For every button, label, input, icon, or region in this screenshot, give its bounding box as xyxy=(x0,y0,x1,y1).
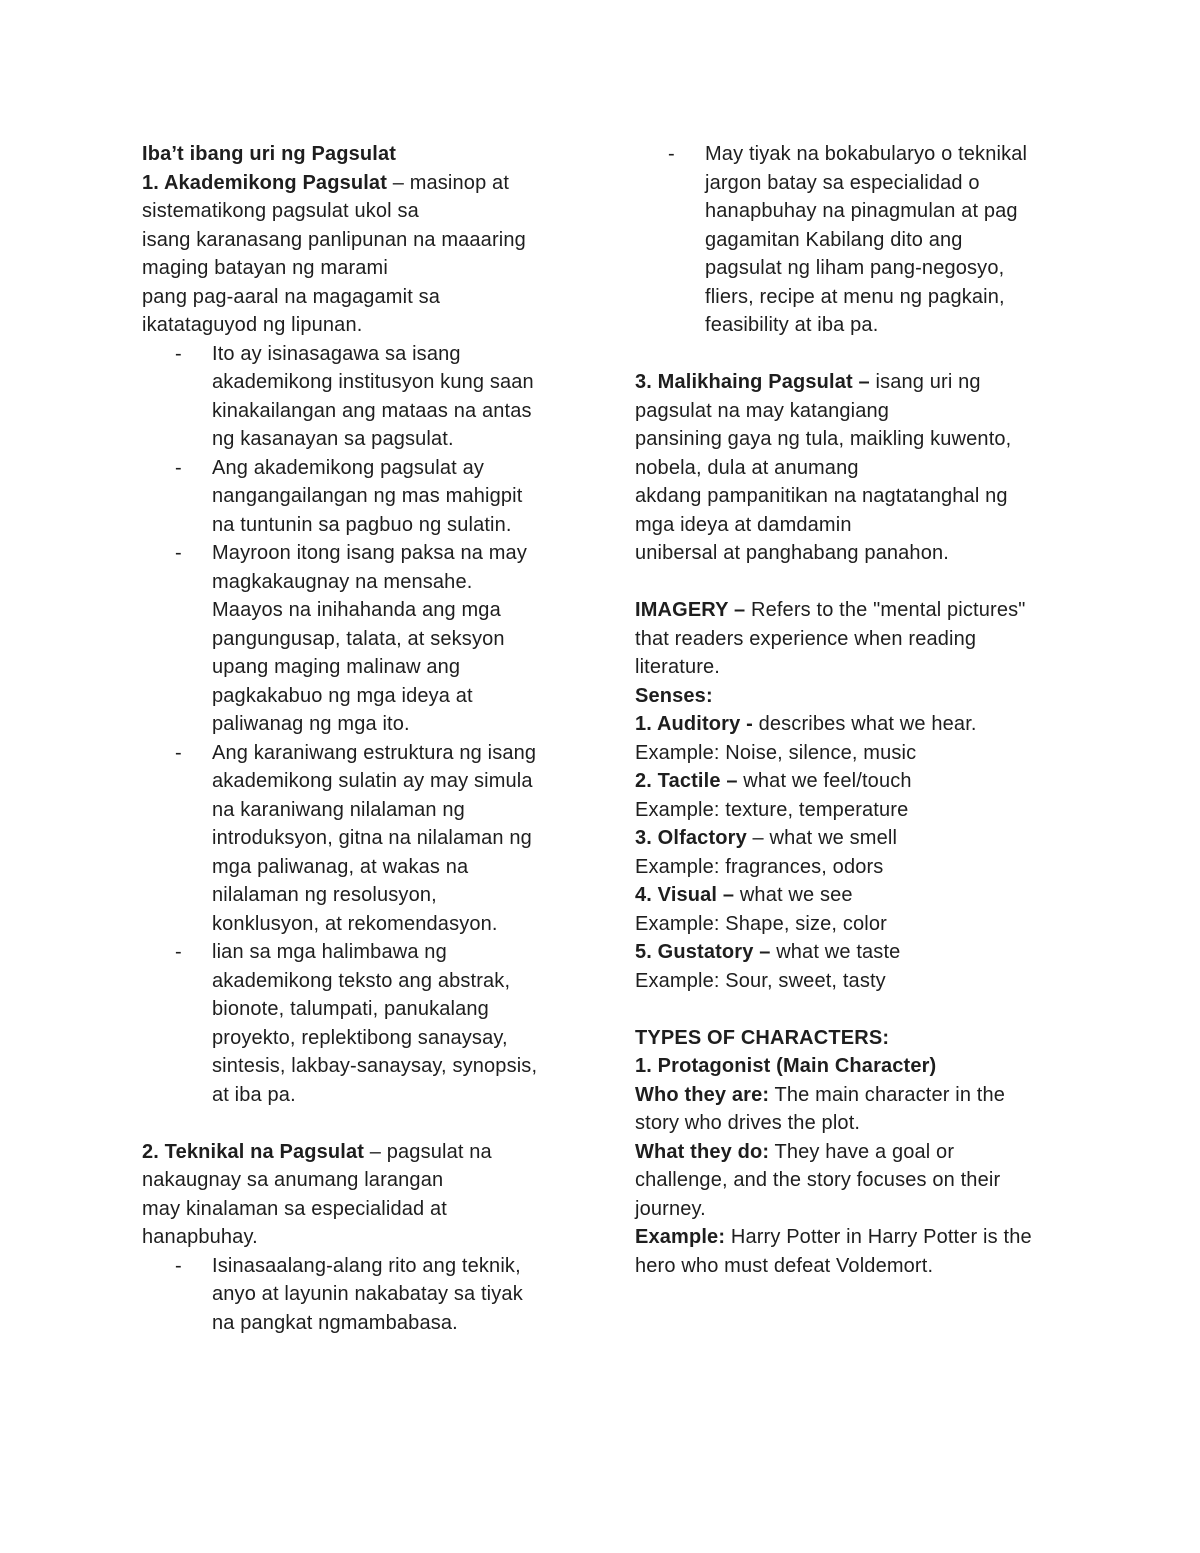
paragraph-line: nobela, dula at anumang xyxy=(635,456,859,479)
paragraph-line: sistematikong pagsulat ukol sa xyxy=(142,200,419,222)
characters-heading: TYPES OF CHARACTERS: xyxy=(635,1026,890,1049)
paragraph-line: pansining gaya ng tula, maikling kuwento, xyxy=(635,428,1012,450)
bullet-item: - lian sa mga halimbawa ng akademikong teksto ang abstrak, bionote, talumpati, panukalang proyekto, replektibong sanaysay, sintesis, lakbay-sanaysay, synopsis, at iba pa. xyxy=(142,938,582,1109)
sense-example: Example: texture, temperature xyxy=(635,798,909,821)
right-column xyxy=(635,140,1075,1280)
section-2-heading: 2. Teknikal na Pagsulat xyxy=(142,1140,365,1163)
paragraph-line: pang pag-aaral na magagamit sa xyxy=(142,285,441,308)
paragraph-line: maging batayan ng marami xyxy=(142,257,388,279)
who-line: Who they are: The main character in the xyxy=(635,1083,1006,1106)
bullet-dash: - xyxy=(175,542,182,564)
section-3-heading-line: 3. Malikhaing Pagsulat – isang uri ng xyxy=(635,371,981,393)
bullet-dash: - xyxy=(175,456,182,479)
sense-item: 3. Olfactory – what we smell xyxy=(635,827,898,849)
sense-item: 4. Visual – what we see xyxy=(635,884,853,906)
paragraph-line: nakaugnay sa anumang larangan xyxy=(142,1169,444,1191)
paragraph-line: story who drives the plot. xyxy=(635,1112,861,1134)
imagery-heading: IMAGERY – xyxy=(635,599,746,621)
sense-item: 5. Gustatory – what we taste xyxy=(635,941,901,963)
paragraph-line: pagsulat na may katangiang xyxy=(635,399,890,422)
bullet-dash: - xyxy=(175,1254,182,1277)
bullet-dash: - xyxy=(175,342,182,365)
section-1-heading: 1. Akademikong Pagsulat xyxy=(142,171,388,194)
paragraph-line: akdang pampanitikan na nagtatanghal ng xyxy=(635,485,1008,507)
bullet-dash: - xyxy=(668,143,675,165)
paragraph-line: hero who must defeat Voldemort. xyxy=(635,1254,934,1277)
paragraph-line: that readers experience when reading xyxy=(635,627,977,650)
bullet-item: - Ito ay isinasagawa sa isang akademikong institusyon kung saan kinakailangan ang mataas na antas ng kasanayan sa pagsulat. xyxy=(142,340,582,454)
bullet-dash: - xyxy=(175,741,182,764)
paragraph-line: unibersal at panghabang panahon. xyxy=(635,542,949,564)
imagery-heading-line: IMAGERY – Refers to the "mental pictures" xyxy=(635,599,1026,621)
section-2-heading-line: 2. Teknikal na Pagsulat – pagsulat na xyxy=(142,1140,492,1163)
paragraph-line: hanapbuhay. xyxy=(142,1226,258,1248)
sense-example: Example: Noise, silence, music xyxy=(635,741,917,764)
paragraph-line: journey. xyxy=(635,1197,706,1220)
paragraph-line: may kinalaman sa especialidad at xyxy=(142,1197,447,1220)
bullet-item: - Ang karaniwang estruktura ng isang akademikong sulatin ay may simula na karaniwang nilalaman ng introduksyon, gitna na nilalaman ng mga paliwanag, at wakas na nilalaman ng resolusyon, konklusyon, at rekomendasyon. xyxy=(142,739,582,939)
protagonist-heading: 1. Protagonist (Main Character) xyxy=(635,1055,937,1077)
bullet-item: - May tiyak na bokabularyo o teknikal jargon batay sa especialidad o hanapbuhay na pinagmulan at pag gagamitan Kabilang dito ang pagsulat ng liham pang-negosyo, fliers, recipe at menu ng pagkain, feasibility at iba pa. xyxy=(635,140,1075,340)
senses-label: Senses: xyxy=(635,684,713,707)
example-line: Example: Harry Potter in Harry Potter is the xyxy=(635,1226,1032,1248)
paragraph-line: isang karanasang panlipunan na maaaring xyxy=(142,228,526,251)
bullet-item: - Mayroon itong isang paksa na may magkakaugnay na mensahe. Maayos na inihahanda ang mga pangungusap, talata, at seksyon upang maging malinaw ang pagkakabuo ng mga ideya at paliwanag ng mga ito. xyxy=(142,539,582,739)
left-column xyxy=(142,140,582,1337)
sense-item: 2. Tactile – what we feel/touch xyxy=(635,770,912,792)
paragraph-line: literature. xyxy=(635,656,721,678)
sense-example: Example: fragrances, odors xyxy=(635,855,884,878)
paragraph-line: challenge, and the story focuses on their xyxy=(635,1169,1001,1191)
bullet-dash: - xyxy=(175,941,182,963)
sense-example: Example: Sour, sweet, tasty xyxy=(635,969,886,992)
document-title: Iba’t ibang uri ng Pagsulat xyxy=(142,143,397,165)
paragraph-line: ikatataguyod ng lipunan. xyxy=(142,314,363,336)
what-line: What they do: They have a goal or xyxy=(635,1140,955,1163)
bullet-item: - Ang akademikong pagsulat ay nangangailangan ng mas mahigpit na tuntunin sa pagbuo ng sulatin. xyxy=(142,454,582,540)
section-1-heading-line: 1. Akademikong Pagsulat – masinop at xyxy=(142,171,510,194)
sense-item: 1. Auditory - describes what we hear. xyxy=(635,713,977,735)
bullet-item: - Isinasaalang-alang rito ang teknik, anyo at layunin nakabatay sa tiyak na pangkat ngmambabasa. xyxy=(142,1252,582,1338)
paragraph-line: mga ideya at damdamin xyxy=(635,513,852,536)
section-3-heading: 3. Malikhaing Pagsulat – xyxy=(635,371,870,393)
sense-example: Example: Shape, size, color xyxy=(635,912,887,935)
